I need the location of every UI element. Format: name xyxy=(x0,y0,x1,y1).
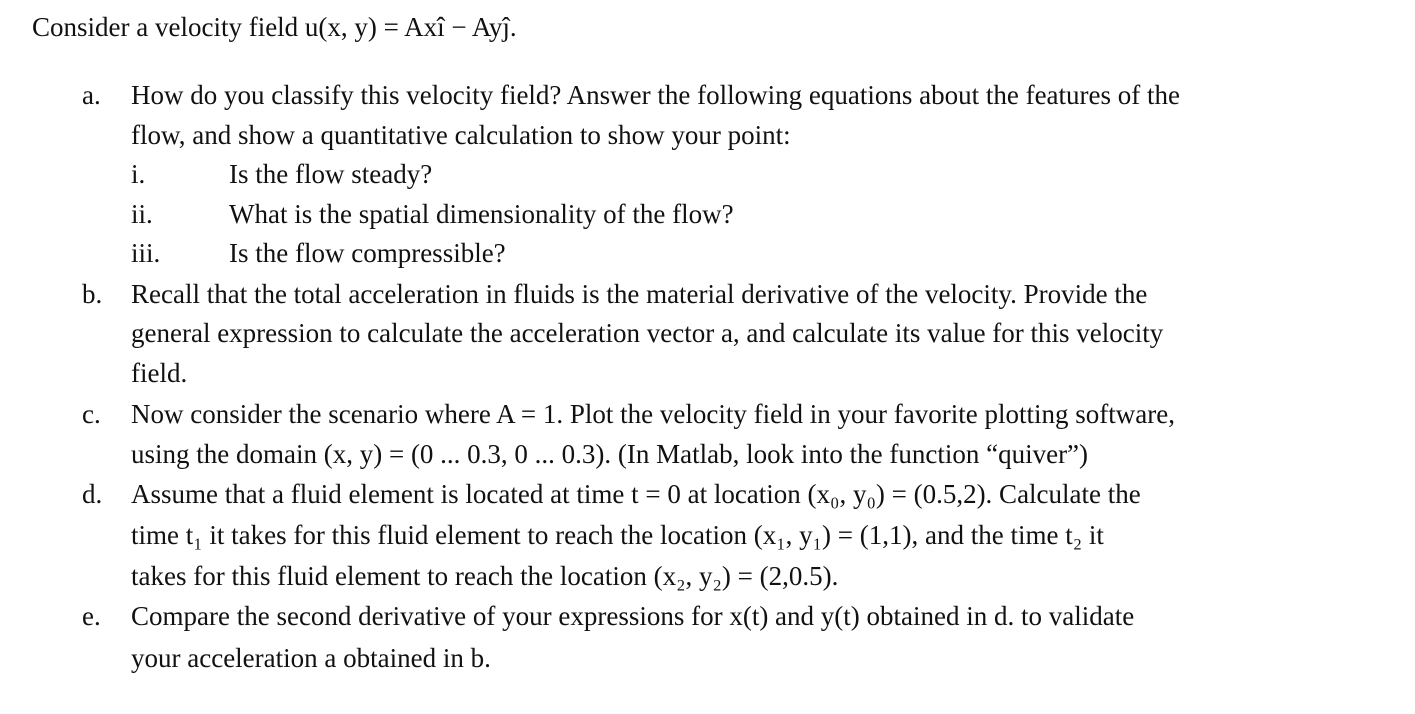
item-c-line-2: using the domain (x, y) = (0 ... 0.3, 0 ... 0.3). (In Matlab, look into the function “quiver”) xyxy=(131,439,1089,469)
item-c-marker: c. xyxy=(82,399,101,429)
item-e-line-2: your acceleration a obtained in b. xyxy=(131,643,491,673)
item-b-line-3: field. xyxy=(131,358,188,388)
item-d-marker: d. xyxy=(82,479,103,509)
item-b-marker: b. xyxy=(82,279,103,309)
subitem-i-text: Is the flow steady? xyxy=(229,159,433,189)
intro-text: Consider a velocity field u(x, y) = Axî − Ayĵ. xyxy=(32,12,517,42)
subitem-ii-marker: ii. xyxy=(131,199,153,229)
item-b-line-1: Recall that the total acceleration in fluids is the material derivative of the velocity. Provide the xyxy=(131,279,1148,309)
item-a-line-2: flow, and show a quantitative calculation to show your point: xyxy=(131,120,791,150)
item-d-line-1: Assume that a fluid element is located at time t = 0 at location (x₀, y₀) = (0.5,2). Calculate the xyxy=(131,479,1141,509)
item-b-line-2: general expression to calculate the acceleration vector a, and calculate its value for this velocity xyxy=(131,318,1164,348)
item-c-line-1: Now consider the scenario where A = 1. Plot the velocity field in your favorite plotting software, xyxy=(131,399,1175,429)
subitem-iii-marker: iii. xyxy=(131,238,161,268)
item-a-line-1: How do you classify this velocity field? Answer the following equations about the features of the xyxy=(131,80,1181,110)
item-e-line-1: Compare the second derivative of your expressions for x(t) and y(t) obtained in d. to validate xyxy=(131,601,1135,631)
subitem-i-marker: i. xyxy=(131,159,146,189)
subitem-ii-text: What is the spatial dimensionality of the flow? xyxy=(229,199,734,229)
subitem-iii-text: Is the flow compressible? xyxy=(229,238,506,268)
item-d-line-3: takes for this fluid element to reach the location (x₂, y₂) = (2,0.5). xyxy=(131,561,839,591)
item-e-marker: e. xyxy=(82,601,101,631)
item-d-line-2: time t₁ it takes for this fluid element to reach the location (x₁, y₁) = (1,1), and the time t₂ it xyxy=(131,520,1104,550)
item-a-marker: a. xyxy=(82,80,101,110)
